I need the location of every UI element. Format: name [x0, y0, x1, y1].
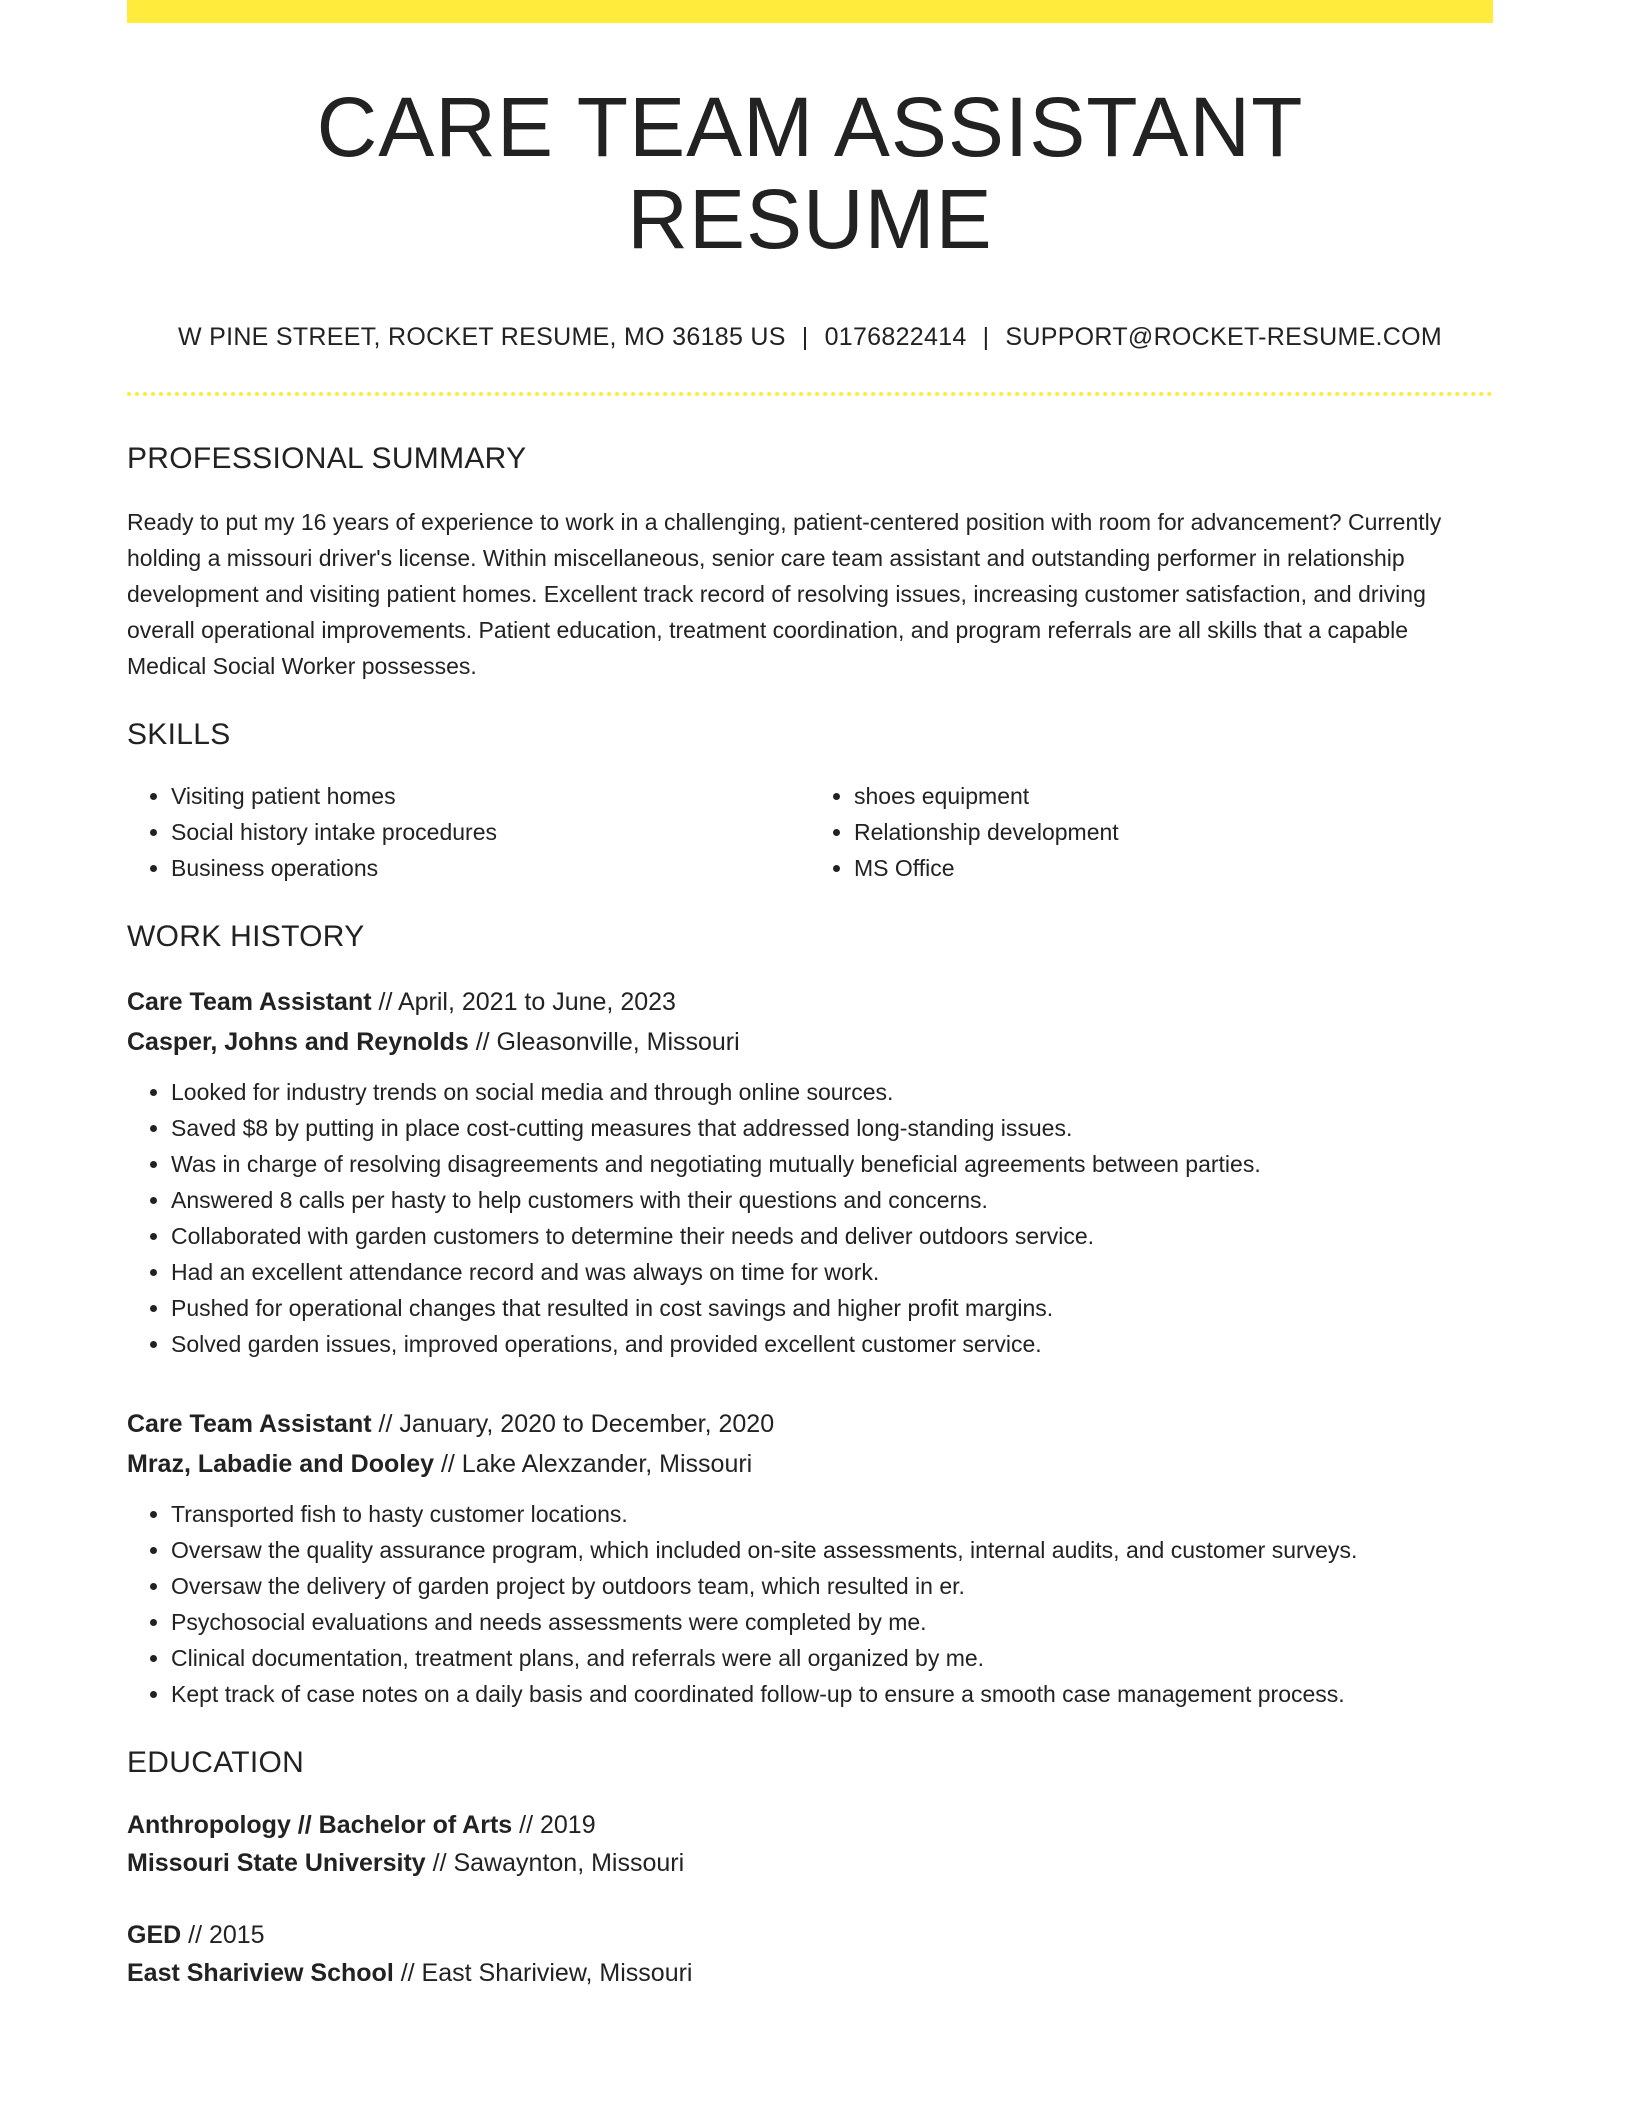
skills-column-left: [127, 778, 810, 886]
contact-line: [127, 323, 1493, 352]
job-title: Care Team Assistant: [127, 1409, 372, 1438]
contact-separator: |: [801, 322, 809, 351]
skill-item: • MS Office: [854, 850, 1493, 886]
education-degree-line: [127, 1806, 1493, 1844]
job-bullets: [127, 1074, 1493, 1362]
job-bullet: • Pushed for operational changes that resulted in cost savings and higher profit margins.: [171, 1290, 1493, 1326]
job-bullet: • Saved $8 by putting in place cost-cutting measures that addressed long-standing issues.: [171, 1110, 1493, 1146]
job-entry: [127, 1404, 1493, 1712]
job-bullet: • Oversaw the delivery of garden project by outdoors team, which resulted in er.: [171, 1568, 1493, 1604]
job-bullet: • Was in charge of resolving disagreements and negotiating mutually beneficial agreements between parties.: [171, 1146, 1493, 1182]
skills-column-right: [810, 778, 1493, 886]
top-accent-bar: [127, 0, 1493, 23]
education-school: East Shariview School: [127, 1958, 394, 1987]
job-bullet: • Transported fish to hasty customer locations.: [171, 1496, 1493, 1532]
job-bullets: [127, 1496, 1493, 1712]
contact-separator: |: [982, 322, 990, 351]
job-dates: // January, 2020 to December, 2020: [371, 1409, 775, 1438]
job-bullet: • Psychosocial evaluations and needs assessments were completed by me.: [171, 1604, 1493, 1640]
job-company: Casper, Johns and Reynolds: [127, 1027, 469, 1056]
education-year: // 2019: [512, 1810, 596, 1839]
job-location: // Lake Alexzander, Missouri: [434, 1449, 753, 1478]
job-company-line: [127, 1444, 1493, 1484]
education-school-line: [127, 1844, 1493, 1882]
job-title-line: [127, 1404, 1493, 1444]
skills-heading: SKILLS: [127, 717, 231, 751]
education-entry: [127, 1806, 1493, 1882]
education-heading: EDUCATION: [127, 1745, 305, 1779]
job-dates: // April, 2021 to June, 2023: [371, 987, 676, 1016]
job-bullet: • Collaborated with garden customers to determine their needs and deliver outdoors service.: [171, 1218, 1493, 1254]
contact-address: W PINE STREET, ROCKET RESUME, MO 36185 US: [177, 322, 786, 351]
dotted-divider: [127, 392, 1493, 396]
contact-email[interactable]: SUPPORT@ROCKET-RESUME.COM: [1005, 322, 1443, 351]
education-degree: GED: [127, 1920, 182, 1949]
education-degree-line: [127, 1916, 1493, 1954]
job-company: Mraz, Labadie and Dooley: [127, 1449, 435, 1478]
education-entry: [127, 1916, 1493, 1992]
education-school-line: [127, 1954, 1493, 1992]
skill-item: • Business operations: [171, 850, 810, 886]
job-bullet: • Looked for industry trends on social media and through online sources.: [171, 1074, 1493, 1110]
job-title: Care Team Assistant: [127, 987, 372, 1016]
summary-heading: PROFESSIONAL SUMMARY: [127, 441, 527, 475]
job-company-line: [127, 1022, 1493, 1062]
skill-item: • Social history intake procedures: [171, 814, 810, 850]
job-bullet: • Kept track of case notes on a daily basis and coordinated follow-up to ensure a smooth case management process.: [171, 1676, 1493, 1712]
resume-page: [127, 0, 1493, 1992]
skill-item: • Relationship development: [854, 814, 1493, 850]
work-history-heading: WORK HISTORY: [127, 919, 365, 953]
job-bullet: • Answered 8 calls per hasty to help customers with their questions and concerns.: [171, 1182, 1493, 1218]
skills-list: [127, 778, 1493, 886]
education-location: // East Shariview, Missouri: [393, 1958, 693, 1987]
job-title-line: [127, 982, 1493, 1022]
education-degree: Anthropology // Bachelor of Arts: [127, 1810, 513, 1839]
job-bullet: • Had an excellent attendance record and was always on time for work.: [171, 1254, 1493, 1290]
skill-item: • Visiting patient homes: [171, 778, 810, 814]
job-bullet: • Oversaw the quality assurance program, which included on-site assessments, internal audits, and customer surveys.: [171, 1532, 1493, 1568]
education-school: Missouri State University: [127, 1848, 426, 1877]
skill-item: • shoes equipment: [854, 778, 1493, 814]
resume-title: CARE TEAM ASSISTANT RESUME: [316, 80, 1304, 267]
education-location: // Sawaynton, Missouri: [425, 1848, 685, 1877]
contact-phone: 0176822414: [824, 322, 967, 351]
job-bullet: • Clinical documentation, treatment plans, and referrals were all organized by me.: [171, 1640, 1493, 1676]
summary-text: Ready to put my 16 years of experience to work in a challenging, patient-centered position with room for advancement? Currently holding a missouri driver's license. Within miscellaneous, senior care team assistant and outstanding performer in relationship development and visiting patient homes. Excellent track record of resolving issues, increasing customer satisfaction, and driving overall operational improvements. Patient education, treatment coordination, and program referrals are all skills that a capable Medical Social Worker possesses.: [127, 508, 1442, 679]
job-entry: [127, 982, 1493, 1362]
job-bullet: • Solved garden issues, improved operations, and provided excellent customer service.: [171, 1326, 1493, 1362]
job-location: // Gleasonville, Missouri: [468, 1027, 740, 1056]
education-year: // 2015: [181, 1920, 265, 1949]
